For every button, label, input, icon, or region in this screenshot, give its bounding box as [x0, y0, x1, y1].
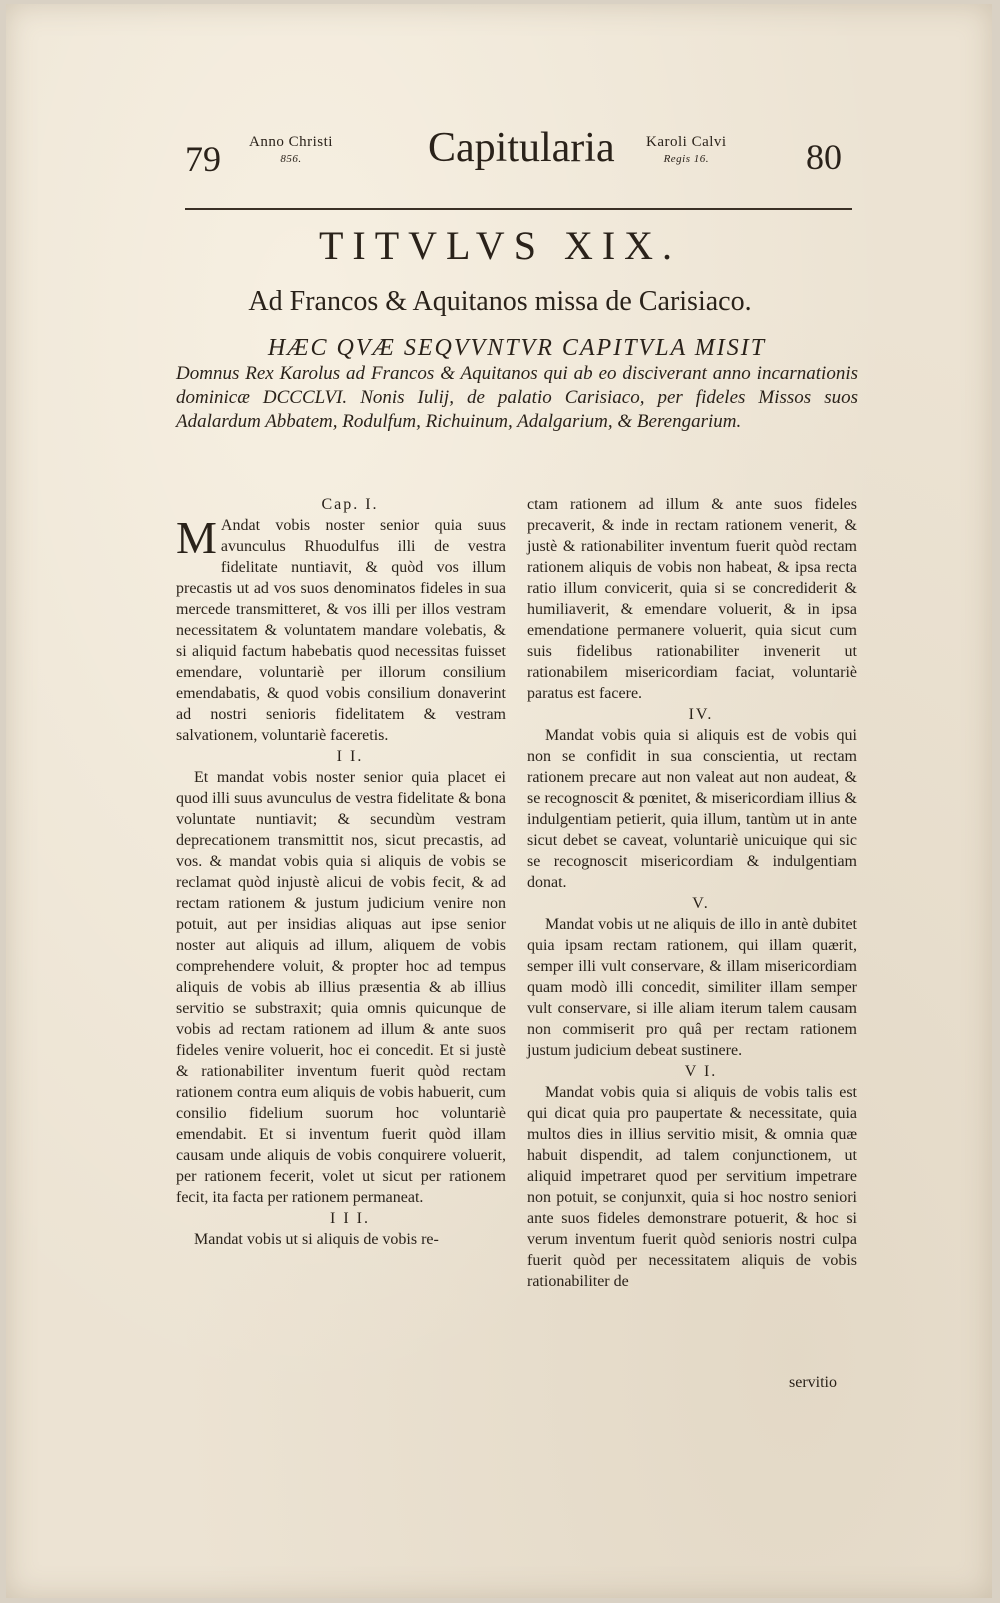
page-number-left: 79: [185, 139, 221, 179]
anno-christi-label: Anno Christi: [249, 134, 333, 150]
chapter-heading: V I.: [684, 1063, 718, 1080]
chapter-text: Mandat vobis quia si aliquis de vobis talis est qui dicat quia pro paupertate & necessitate, quia multos dies in illius servitio misit, & omnia quæ habuit dispendit, ad talem conjunctionem, ut aliquid impetraret quod per servitium impetrare non potuit, se conjunxit, quia si hoc nostro seniori ante suos fideles demonstrare potuerit, & hoc si verum inventum fuerit quòd senioris nostri culpa fuerit quòd per necessitatem aliquis de vobis rationabiliter de: [527, 1084, 857, 1290]
chapter-text: Mandat vobis quia si aliquis est de vobis qui non se confidit in sua conscientia, ut rectam rationem precare aut non valeat aut non audeat, & se recognoscit & pœnitet, & misericordiam illius & indulgentiam petierit, quia illum, tantùm ut in ante sicut debet se caveat, voluntariè unicuique qui sic se recognoscit misericordiam & indulgentiam donat.: [527, 727, 857, 891]
chapter-text: [176, 512, 506, 746]
right-column: [527, 494, 857, 1292]
intro-body: Domnus Rex Karolus ad Francos & Aquitanos qui ab eo disciverant anno incarnationis dominicæ DCCCLVI. Nonis Iulij, de palatio Carisiaco, per fideles Missos suos Adalardum Abbatem, Rodulfum, Richuinum, Adalgarium, & Berengarium.: [176, 363, 858, 432]
running-head: [0, 118, 1000, 198]
intro-paragraph: [176, 336, 858, 434]
running-head-left: [249, 134, 333, 165]
year-label: 856.: [280, 153, 302, 165]
chapter-text: Mandat vobis ut si aliquis de vobis re-: [194, 1231, 439, 1248]
intro-heading: HÆC QVÆ SEQVVNTVR CAPITVLA MISIT: [267, 335, 767, 361]
chapter-text: ctam rationem ad illum & ante suos fideles precaverit, & inde in rectam rationem venerit, & justè & rationabiliter inventum fuerit quòd rectam rationem aliquis de vobis non habeat, & ipsa recta ratio illum convicerit, quia si se concrediderit & humiliaverit, & emendare voluerit, & in ipsa emendatione permanere voluerit, quia sicut cum suis fidelibus rationabiliter invenerit ut rationabilem misericordiam faciat, voluntariè paratus est facere.: [527, 496, 857, 702]
chapter-text: Mandat vobis ut ne aliquis de illo in antè dubitet quia ipsam rectam rationem, qui illam quærit, semper illi vult conservare, & illam misericordiam quam modò illi concedit, similiter illam semper vult conservare, si ille aliam iterum talem causam non commiserit pro quâ per rectam rationem justum judicium debeat sustinere.: [527, 916, 857, 1059]
running-head-right: [646, 134, 727, 165]
regis-label: Regis 16.: [663, 153, 710, 165]
chapter-heading: Cap. I.: [321, 496, 379, 513]
chapter-heading: I I I.: [330, 1210, 370, 1227]
chapter-heading: V.: [692, 895, 710, 912]
catchword: servitio: [789, 1374, 837, 1391]
chapter-heading: IV.: [688, 706, 714, 723]
running-head-title: Capitularia: [428, 125, 615, 171]
drop-cap: M: [176, 512, 217, 563]
chapter-body: Andat vobis noster senior quia suus avunculus Rhuodulfus illi de vestra fidelitate nuntiavit, & quòd vos illum precastis ut ad vos suos denominatos fideles in sua mercede transmitteret, & vos illi per illos vestram necessitatem & voluntatem mandare volebatis, & si aliquid factum habebatis quod necessitas fuisset emendare, voluntariè per illorum consilium emendabatis, & quod vobis consilium donaverint ad nostri senioris fidelitatem & vestram salvationem, voluntariè faceretis.: [176, 517, 506, 744]
title: TITVLVS XIX.: [318, 223, 682, 268]
left-column: [176, 494, 506, 1250]
subtitle: Ad Francos & Aquitanos missa de Carisiaco.: [248, 286, 752, 317]
chapter-text: Et mandat vobis noster senior quia placet ei quod illi suus avunculus de vestra fidelitate & bona voluntate nuntiavit; & secundùm vestram deprecationem transmittit nos, sicut precastis, ad vos. & mandat vobis quia si aliquis de vobis se reclamat quòd injustè alicui de vobis fecit, & ad rectam rationem & justum judicium venire non potuit, aut per insidias aliquas aut ipse senior noster aut aliquis ad illum, aliquem de vobis comprehendere voluit, & propter hoc ad tempus aliquis de vobis ab illius præsentia & ab illius servitio se substraxit; quia omnis quicunque de vobis ad rectam rationem ad illum & ante suos fideles venire voluerit, hoc ei concedit. Et si justè & rationabiliter inventum fuerit quòd rectam rationem contra eum aliquis de vobis habuerit, cum consilio fidelium suorum hoc voluntariè emendabit. Et si inventum fuerit quòd illam causam unde aliquis de vobis conquirere voluerit, per rationem fecerit, volet ut sicut per rationem fecit, ita facta per rationem permaneat.: [176, 769, 506, 1206]
karoli-calvi-label: Karoli Calvi: [646, 134, 727, 150]
chapter-heading: I I.: [336, 748, 364, 765]
header-rule: [185, 208, 852, 210]
page-number-right: 80: [806, 137, 842, 177]
